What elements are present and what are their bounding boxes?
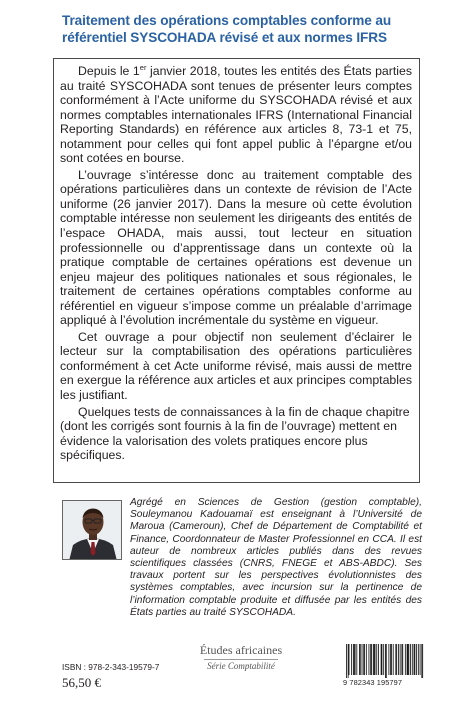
barcode-bar: [355, 644, 356, 675]
series-name: Études africaines: [199, 643, 283, 657]
barcode-bar: [401, 644, 402, 675]
book-title: [62, 13, 392, 46]
barcode-bar: [346, 644, 347, 678]
barcode-bar: [395, 644, 396, 675]
barcode-bar: [364, 644, 365, 675]
summary-text: [60, 64, 412, 465]
barcode-digits: 9 782343 195797: [343, 678, 403, 687]
barcode-bar: [374, 644, 375, 675]
barcode-bar: [420, 644, 421, 675]
barcode-bar: [362, 644, 363, 675]
barcode-bar: [369, 644, 370, 675]
book-title-line-1: Traitement des opérations comptables conforme au: [62, 13, 392, 28]
barcode-bar: [398, 644, 399, 675]
summary-paragraph-3: Cet ouvrage a pour objectif non seulement d’éclairer le lecteur sur la comptabilisation des opérations particulières conformément à cet Acte uniforme révisé, mais aussi de mettre en exergue la référence aux articles et aux principes comptables les justifiant.: [60, 329, 412, 403]
series-divider: [204, 659, 278, 660]
barcode-bar: [388, 644, 389, 675]
price: 56,50 €: [62, 675, 101, 690]
barcode-bar: [408, 644, 409, 675]
barcode-bar: [375, 644, 376, 675]
barcode-bar: [390, 644, 391, 675]
p1-superscript: er: [139, 63, 147, 72]
barcode-bar: [366, 644, 367, 675]
barcode-bar: [410, 644, 411, 675]
barcode-bar: [376, 644, 377, 675]
barcode-bar: [385, 644, 386, 678]
barcode-bar: [393, 644, 394, 675]
book-title-line-2: référentiel SYSCOHADA révisé et aux normes IFRS: [62, 29, 387, 45]
isbn: ISBN : 978-2-343-19579-7: [62, 662, 160, 672]
barcode-bar: [383, 644, 384, 675]
barcode-bars: [346, 644, 424, 678]
summary-paragraph-1: [60, 64, 412, 166]
barcode-bar: [363, 644, 364, 675]
barcode-bar: [353, 644, 354, 675]
barcode-bar: [391, 644, 392, 675]
barcode-bar: [351, 644, 352, 675]
barcode-bar: [405, 644, 406, 675]
barcode-bar: [349, 644, 350, 675]
barcode-bar: [381, 644, 382, 675]
barcode-bar: [348, 644, 349, 678]
series-subtitle: Série Comptabilité: [207, 661, 275, 671]
barcode-bar: [373, 644, 374, 675]
barcode-bar: [421, 644, 422, 678]
barcode: [343, 644, 424, 687]
barcode-bar: [356, 644, 357, 675]
barcode-bar: [408, 644, 409, 675]
barcode-bar: [386, 644, 387, 678]
barcode-bar: [360, 644, 361, 675]
p1-start: Depuis le 1: [78, 64, 140, 78]
author-bio: Agrégé en Sciences de Gestion (gestion comptable), Souleymanou Kadouamaï est enseignant à l’Université de Maroua (Cameroun), Chef de Département de Comptabilité et Finance, Coordonnateur de Master Professionnel en CCA. Il est auteur de nombreux articles publiés dans des revues scientifiques classées (CNRS, FNEGE et ABS-ABDC). Ses travaux portent sur les perspectives évolutionnistes des systèmes comptables, avec incursion sur la pertinence de l’information comptable produite et diffusée par les entités des États parties au traité SYSCOHADA.: [130, 497, 422, 618]
barcode-bar: [378, 644, 379, 675]
author-photo: [62, 500, 122, 560]
barcode-bar: [354, 644, 355, 675]
barcode-bar: [407, 644, 408, 675]
barcode-bar: [416, 644, 417, 675]
barcode-bar: [414, 644, 415, 675]
barcode-bar: [359, 644, 360, 675]
barcode-bar: [402, 644, 403, 675]
barcode-bar: [418, 644, 419, 675]
barcode-bar: [396, 644, 397, 675]
series-logo: [198, 643, 284, 680]
summary-paragraph-4: Quelques tests de connaissances à la fin de chaque chapitre (dont les corrigés sont fournis à la fin de l’ouvrage) mettent en évidence la valorisation des volets pratiques encore plus spécifiques.: [60, 404, 410, 463]
summary-paragraph-2: L’ouvrage s’intéresse donc au traitement comptable des opérations particulières dans un contexte de révision de l’Acte uniforme (26 janvier 2017). Dans la mesure où cette évolution comptable intéresse non seulement les dirigeants des entités de l’espace OHADA, mais aussi, tout lecteur en situation professionnelle ou d’apprentissage dans un contexte où la pratique comptable de certaines opérations est devenue un enjeu majeur des politiques nationales et sous régionales, le traitement de certaines opérations comptables conforme au référentiel en vigueur s’impose comme un préalable d’arrimage appliqué à l’évolution incrémentale du système en vigueur.: [60, 167, 412, 328]
barcode-bar: [422, 644, 423, 678]
barcode-bar: [400, 644, 401, 675]
barcode-bar: [370, 644, 371, 675]
barcode-bar: [371, 644, 372, 675]
p1-rest: janvier 2018, toutes les entités des États parties au traité SYSCOHADA sont tenues de présenter leurs comptes conformément à l’Acte uniforme du SYSCOHADA révisé et aux normes comptables internationales IFRS (International Financial Reporting Standards) en référence aux articles 8, 73-1 et 75, notamment pour celles qui font appel public à l’épargne et/ou sont cotées en bourse.: [60, 64, 412, 166]
barcode-bar: [382, 644, 383, 675]
barcode-bar: [414, 644, 415, 675]
barcode-bar: [412, 644, 413, 675]
